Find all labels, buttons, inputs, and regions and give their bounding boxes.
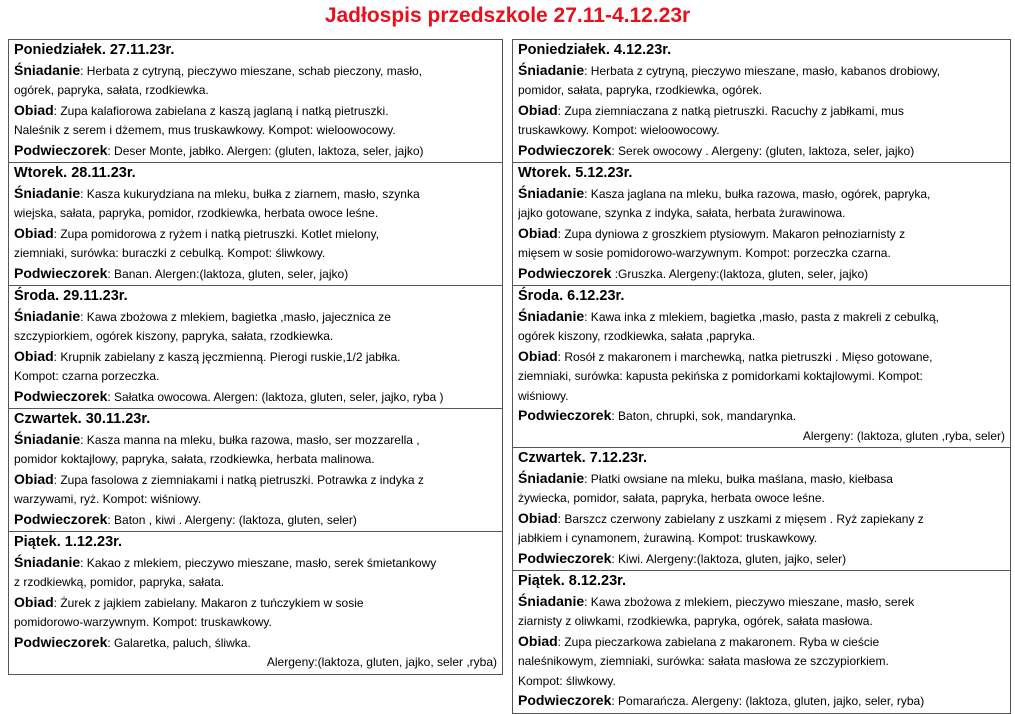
obiad-line — [518, 652, 1005, 672]
obiad-line — [14, 490, 497, 510]
sniadanie-line — [518, 204, 1005, 224]
day-header: Środa. 29.11.23r. — [14, 288, 128, 304]
sniadanie-text: : Kasza kukurydziana na mleku, bułka z ziarnem, masło, szynka — [80, 186, 420, 201]
podwieczorek-text: : Baton , kiwi . Alergeny: (laktoza, gluten, seler) — [107, 512, 357, 527]
podwieczorek-text: : Pomarańcza. Alergeny: (laktoza, gluten, jajko, seler, ryba) — [611, 694, 925, 708]
sniadanie-line — [14, 430, 497, 451]
obiad-label: Obiad — [518, 509, 558, 526]
sniadanie-line — [518, 81, 1005, 101]
obiad-text: truskawkowy. Kompot: wieloowocowy. — [518, 123, 720, 137]
sniadanie-text: ziarnisty z oliwkami, rzodkiewka, papryka, ogórek, sałata masłowa. — [518, 614, 873, 628]
sniadanie-label: Śniadanie — [518, 469, 585, 486]
sniadanie-line — [518, 489, 1005, 509]
sniadanie-line — [518, 592, 1005, 613]
sniadanie-text: : Kakao z mlekiem, pieczywo mieszane, masło, serek śmietankowy — [80, 555, 437, 570]
sniadanie-label: Śniadanie — [518, 307, 585, 324]
day-block — [512, 39, 1011, 163]
sniadanie-line — [518, 61, 1005, 82]
obiad-text: warzywami, ryż. Kompot: wiśniowy. — [14, 492, 202, 506]
day-block — [8, 531, 503, 675]
podwieczorek-text: : Baton, chrupki, sok, mandarynka. — [611, 409, 797, 423]
obiad-line — [14, 367, 497, 387]
obiad-label: Obiad — [518, 632, 558, 649]
sniadanie-label: Śniadanie — [518, 61, 585, 78]
sniadanie-label: Śniadanie — [14, 307, 81, 324]
sniadanie-text: : Kawa zbożowa z mlekiem, bagietka ,masło, jajecznica ze — [80, 309, 391, 324]
sniadanie-text: z rzodkiewką, pomidor, papryka, sałata. — [14, 575, 225, 589]
sniadanie-label: Śniadanie — [14, 184, 81, 201]
podwieczorek-line — [14, 633, 497, 654]
obiad-line — [518, 509, 1005, 530]
podwieczorek-text: : Sałatka owocowa. Alergen: (laktoza, gluten, seler, jajko, ryba ) — [107, 389, 444, 404]
obiad-label: Obiad — [518, 224, 558, 241]
sniadanie-text: ogórek, papryka, sałata, rzodkiewka. — [14, 83, 209, 97]
obiad-text: : Zupa dyniowa z groszkiem ptysiowym. Makaron pełnoziarnisty z — [557, 226, 906, 241]
sniadanie-line — [14, 553, 497, 574]
allergen-text: Alergeny: (laktoza, gluten ,ryba, seler) — [802, 428, 1005, 443]
day-header: Wtorek. 28.11.23r. — [14, 165, 136, 181]
obiad-label: Obiad — [14, 593, 54, 610]
obiad-line — [518, 224, 1005, 245]
sniadanie-line — [14, 184, 497, 205]
podwieczorek-line — [518, 264, 1005, 285]
obiad-text: : Zupa ziemniaczana z natką pietruszki. Racuchy z jabłkami, mus — [557, 103, 904, 118]
podwieczorek-line — [14, 141, 497, 162]
day-header: Piątek. 8.12.23r. — [518, 573, 627, 589]
obiad-line — [14, 121, 497, 141]
podwieczorek-line — [518, 141, 1005, 162]
podwieczorek-label: Podwieczorek — [14, 141, 108, 158]
page-title: Jadłospis przedszkole 27.11-4.12.23r — [324, 4, 691, 27]
allergen-text: Alergeny:(laktoza, gluten, jajko, seler ,ryba) — [266, 655, 497, 669]
obiad-line — [518, 244, 1005, 264]
day-header: Poniedziałek. 27.11.23r. — [14, 42, 175, 58]
sniadanie-text: żywiecka, pomidor, sałata, papryka, herbata owoce leśne. — [518, 491, 825, 505]
obiad-text: : Zupa fasolowa z ziemniakami i natką pietruszki. Potrawka z indyka z — [53, 472, 424, 487]
podwieczorek-label: Podwieczorek — [14, 264, 108, 281]
obiad-line — [518, 367, 1005, 387]
obiad-text: Kompot: śliwkowy. — [518, 673, 616, 688]
obiad-line — [14, 593, 497, 614]
sniadanie-label: Śniadanie — [518, 184, 585, 201]
obiad-line — [518, 672, 1005, 692]
sniadanie-text: pomidor, sałata, papryka, rzodkiewka, ogórek. — [518, 83, 763, 97]
podwieczorek-text: : Serek owocowy . Alergeny: (gluten, laktoza, seler, jajko) — [611, 143, 915, 158]
obiad-label: Obiad — [14, 470, 54, 487]
obiad-text: jabłkiem i cynamonem, żurawiną. Kompot: truskawkowy. — [518, 531, 818, 545]
obiad-label: Obiad — [14, 224, 54, 241]
sniadanie-text: : Kasza manna na mleku, bułka razowa, masło, ser mozzarella , — [80, 432, 420, 447]
obiad-text: Naleśnik z serem i dżemem, mus truskawkowy. Kompot: wieloowocowy. — [14, 123, 396, 137]
podwieczorek-label: Podwieczorek — [518, 264, 612, 281]
podwieczorek-label: Podwieczorek — [518, 549, 612, 566]
allergen-line — [14, 653, 497, 673]
obiad-line — [518, 632, 1005, 653]
obiad-line — [14, 244, 497, 264]
sniadanie-line — [14, 327, 497, 347]
obiad-text: naleśnikowym, ziemniaki, surówka: sałata masłowa ze szczypiorkiem. — [518, 654, 889, 668]
day-block — [8, 39, 503, 163]
obiad-text: ziemniaki, surówka: buraczki z cebulką. Kompot: śliwkowy. — [14, 246, 326, 260]
podwieczorek-text: : Kiwi. Alergeny:(laktoza, gluten, jajko, seler) — [611, 551, 847, 566]
sniadanie-line — [518, 327, 1005, 347]
podwieczorek-text: : Banan. Alergen:(laktoza, gluten, seler, jajko) — [107, 266, 349, 281]
day-block — [8, 285, 503, 409]
day-header: Piątek. 1.12.23r. — [14, 534, 123, 550]
sniadanie-text: szczypiorkiem, ogórek kiszony, papryka, sałata, rzodkiewka. — [14, 329, 334, 343]
sniadanie-line — [518, 469, 1005, 490]
sniadanie-text: : Kasza jaglana na mleku, bułka razowa, masło, ogórek, papryka, — [584, 186, 931, 201]
podwieczorek-line — [14, 510, 497, 531]
obiad-text: : Krupnik zabielany z kaszą jęczmienną. Pierogi ruskie,1/2 jabłka. — [53, 349, 401, 364]
obiad-line — [14, 470, 497, 491]
obiad-line — [14, 347, 497, 368]
day-header: Czwartek. 30.11.23r. — [14, 411, 151, 427]
allergen-line — [518, 427, 1005, 447]
obiad-text: Kompot: czarna porzeczka. — [14, 369, 160, 383]
day-block — [512, 447, 1011, 571]
obiad-line — [518, 529, 1005, 549]
sniadanie-label: Śniadanie — [14, 430, 81, 447]
obiad-label: Obiad — [518, 347, 558, 364]
obiad-line — [518, 121, 1005, 141]
obiad-line — [14, 613, 497, 633]
podwieczorek-label: Podwieczorek — [14, 387, 108, 404]
obiad-text: : Rosół z makaronem i marchewką, natka pietruszki . Mięso gotowane, — [557, 349, 933, 364]
obiad-label: Obiad — [14, 101, 54, 118]
obiad-line — [14, 101, 497, 122]
obiad-line — [518, 101, 1005, 122]
podwieczorek-text: : Galaretka, paluch, śliwka. — [107, 635, 251, 650]
sniadanie-text: : Herbata z cytryną, pieczywo mieszane, masło, kabanos drobiowy, — [584, 63, 941, 78]
sniadanie-text: : Kawa inka z mlekiem, bagietka ,masło, pasta z makreli z cebulką, — [584, 309, 939, 324]
obiad-text: : Zupa pieczarkowa zabielana z makaronem. Ryba w cieście — [557, 634, 880, 649]
obiad-text: ziemniaki, surówka: kapusta pekińska z pomidorkami koktajlowymi. Kompot: — [518, 369, 923, 383]
menu-column-right — [512, 40, 1011, 714]
obiad-text: : Zupa kalafiorowa zabielana z kaszą jaglaną i natką pietruszki. — [53, 103, 389, 118]
sniadanie-line — [14, 61, 497, 82]
obiad-line — [14, 224, 497, 245]
obiad-label: Obiad — [14, 347, 54, 364]
day-block — [512, 570, 1011, 714]
podwieczorek-label: Podwieczorek — [14, 633, 108, 650]
podwieczorek-line — [14, 387, 497, 408]
day-header: Wtorek. 5.12.23r. — [518, 165, 633, 181]
sniadanie-text: : Herbata z cytryną, pieczywo mieszane, schab pieczony, masło, — [80, 63, 423, 78]
podwieczorek-line — [14, 264, 497, 285]
podwieczorek-line — [518, 549, 1005, 570]
obiad-label: Obiad — [518, 101, 558, 118]
sniadanie-text: wiejska, sałata, papryka, pomidor, rzodkiewka, herbata owoce leśne. — [14, 206, 379, 220]
sniadanie-line — [14, 573, 497, 593]
day-header: Poniedziałek. 4.12.23r. — [518, 42, 672, 58]
sniadanie-label: Śniadanie — [518, 592, 585, 609]
sniadanie-label: Śniadanie — [14, 553, 81, 570]
sniadanie-text: : Kawa zbożowa z mlekiem, pieczywo mieszane, masło, serek — [584, 594, 915, 609]
podwieczorek-line — [518, 691, 1005, 712]
obiad-text: : Zupa pomidorowa z ryżem i natką pietruszki. Kotlet mielony, — [53, 226, 379, 241]
obiad-text: : Żurek z jajkiem zabielany. Makaron z tuńczykiem w sosie — [53, 595, 364, 610]
sniadanie-line — [518, 307, 1005, 328]
day-block — [8, 162, 503, 286]
sniadanie-line — [14, 450, 497, 470]
podwieczorek-line — [518, 406, 1005, 427]
obiad-line — [518, 387, 1005, 407]
sniadanie-line — [518, 184, 1005, 205]
podwieczorek-text: : Deser Monte, jabłko. Alergen: (gluten, laktoza, seler, jajko) — [107, 143, 424, 158]
obiad-text: pomidorowo-warzywnym. Kompot: truskawkowy. — [14, 615, 272, 629]
podwieczorek-label: Podwieczorek — [518, 141, 612, 158]
menu-column-left — [8, 40, 503, 675]
sniadanie-text: jajko gotowane, szynka z indyka, sałata, herbata żurawinowa. — [518, 206, 846, 220]
obiad-text: mięsem w sosie pomidorowo-warzywnym. Kompot: porzeczka czarna. — [518, 246, 891, 260]
sniadanie-text: pomidor koktajlowy, papryka, sałata, rzodkiewka, herbata malinowa. — [14, 452, 375, 466]
sniadanie-line — [14, 81, 497, 101]
podwieczorek-text: :Gruszka. Alergeny:(laktoza, gluten, seler, jajko) — [611, 266, 869, 281]
day-block — [512, 162, 1011, 286]
obiad-line — [518, 347, 1005, 368]
podwieczorek-label: Podwieczorek — [14, 510, 108, 527]
podwieczorek-label: Podwieczorek — [518, 692, 612, 708]
sniadanie-text: : Płatki owsiane na mleku, bułka maślana, masło, kiełbasa — [584, 471, 893, 486]
day-header: Środa. 6.12.23r. — [518, 288, 625, 304]
day-block — [512, 285, 1011, 448]
day-header: Czwartek. 7.12.23r. — [518, 450, 647, 466]
obiad-text: wiśniowy. — [518, 388, 569, 403]
podwieczorek-label: Podwieczorek — [518, 407, 612, 423]
sniadanie-line — [14, 204, 497, 224]
sniadanie-text: ogórek kiszony, rzodkiewka, sałata ,papryka. — [518, 329, 756, 343]
sniadanie-line — [518, 612, 1005, 632]
sniadanie-label: Śniadanie — [14, 61, 81, 78]
day-block — [8, 408, 503, 532]
sniadanie-line — [14, 307, 497, 328]
obiad-text: : Barszcz czerwony zabielany z uszkami z mięsem . Ryż zapiekany z — [557, 511, 924, 526]
